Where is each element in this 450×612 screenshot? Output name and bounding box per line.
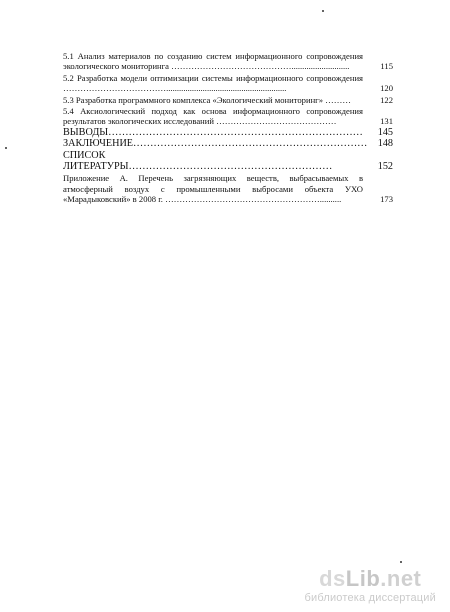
toc-page-number: 115	[380, 61, 393, 72]
toc-page-number: 120	[380, 83, 393, 94]
toc-entry-conclusions[interactable]	[63, 127, 393, 138]
watermark-subtitle: библиотека диссертаций	[304, 592, 436, 604]
watermark-logo-lib: Lib	[345, 566, 381, 591]
watermark-logo-net: .net	[380, 566, 422, 591]
toc-entry-text: 5.1 Анализ материалов по созданию систем информационного сопровождения экологического мониторинга ……………………………………...........................	[63, 51, 363, 72]
toc-entry-text: ЗАКЛЮЧЕНИЕ……………………………………………………………	[63, 138, 368, 150]
toc-page-number: 122	[380, 94, 393, 105]
toc-entry-references[interactable]	[63, 150, 393, 173]
dslib-watermark	[304, 567, 436, 604]
watermark-logo	[304, 567, 436, 591]
toc-entry-text: 5.3 Разработка программного комплекса «Экологический мониторинг» ………	[63, 94, 351, 105]
toc-page-number: 152	[377, 161, 393, 173]
toc-page-number: 131	[380, 116, 393, 127]
toc-entry-text: СПИСОК ЛИТЕРАТУРЫ……………………………………………………	[63, 149, 333, 173]
toc-entry-appendix-a[interactable]	[63, 173, 393, 204]
toc-page-number: 148	[377, 138, 393, 150]
scan-speck	[322, 10, 324, 12]
toc-entry-5-3[interactable]	[63, 95, 393, 105]
toc-page-number: 173	[380, 194, 393, 205]
toc-entry-text: 5.2 Разработка модели оптимизации системы информационного сопровождения ………………………………........................................................	[63, 72, 363, 94]
toc-entry-5-2[interactable]	[63, 73, 393, 94]
scan-speck	[400, 561, 402, 563]
toc-entry-5-4[interactable]	[63, 106, 393, 127]
toc-page-number: 145	[377, 126, 393, 138]
scan-speck	[5, 147, 7, 149]
toc-entry-5-1[interactable]	[63, 51, 393, 72]
toc-entry-text: Приложение А. Перечень загрязняющих веществ, выбрасываемых в атмосферный воздух с промышленными выбросами объекта УХО «Марадыковский» в 2008 г. ………………………………………………..........	[63, 173, 363, 205]
watermark-logo-ds: ds	[319, 566, 346, 591]
toc-entry-text: ВЫВОДЫ…………………………………………………………………	[63, 126, 363, 138]
table-of-contents	[63, 51, 393, 205]
toc-entry-summary[interactable]	[63, 138, 393, 149]
toc-entry-text: 5.4 Аксиологический подход как основа информационного сопровождения результатов экологических исследований ……………………………………	[63, 106, 363, 127]
